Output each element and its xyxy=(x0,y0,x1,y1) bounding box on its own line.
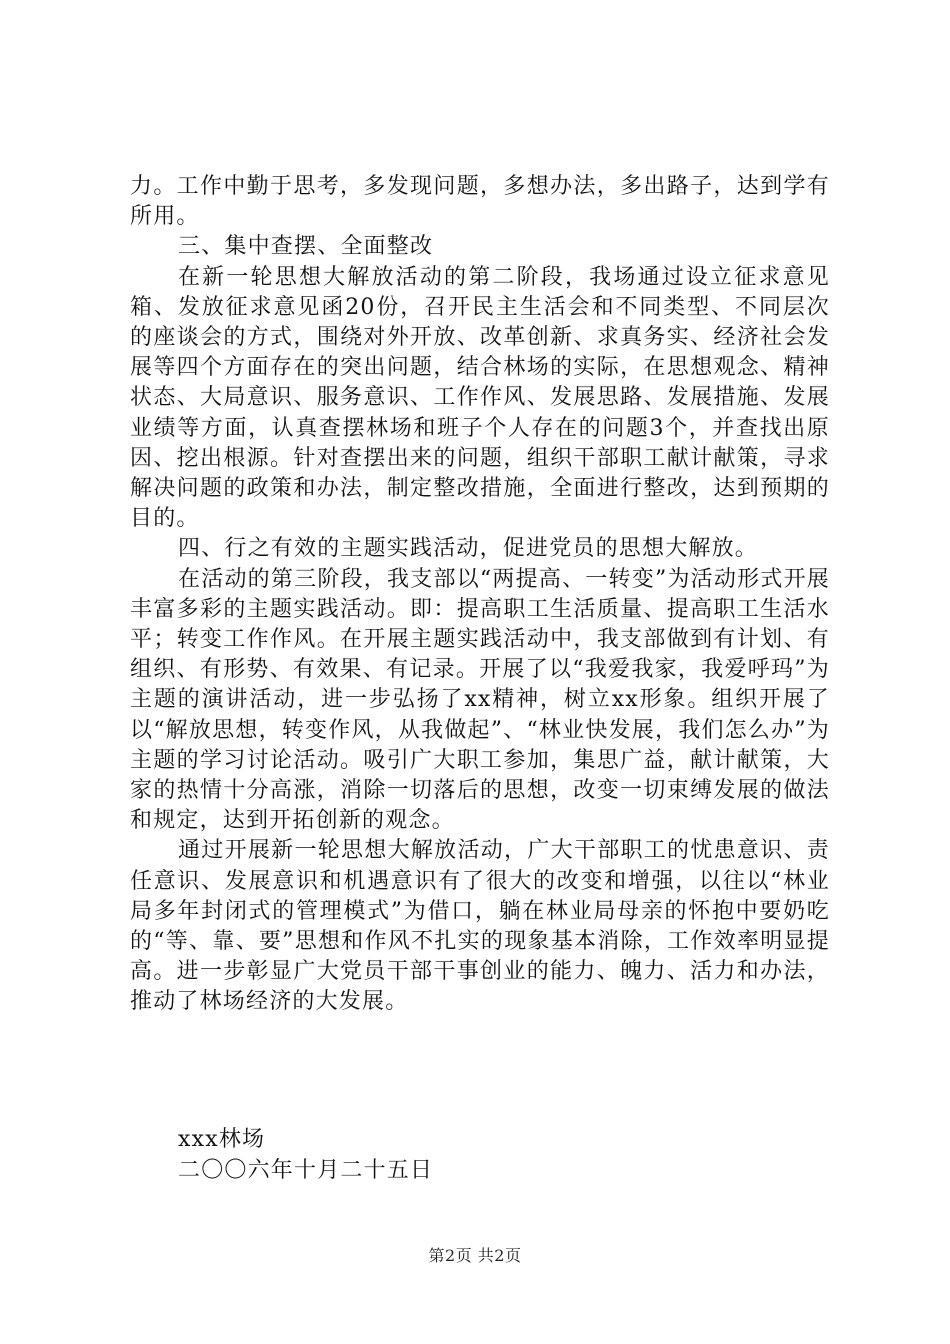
paragraph-practice-activities: 在活动的第三阶段，我支部以“两提高、一转变”为活动形式开展丰富多彩的主题实践活动。即：提高职工生活质量、提高职工生活水平；转变工作作风。在开展主题实践活动中，我支部做到有计划、有组织、有形势、有效果、有记录。开展了以“我爱我家，我爱呼玛”为主题的演讲活动，进一步弘扬了xx精神，树立xx形象。组织开展了以“解放思想，转变作风，从我做起”、“林业快发展，我们怎么办”为主题的学习讨论活动。吸引广大职工参加，集思广益，献计献策，大家的热情十分高涨，消除一切落后的思想，改变一切束缚发展的做法和规定，达到开拓创新的观念。 xyxy=(130,566,830,834)
paragraph-rectification: 在新一轮思想大解放活动的第二阶段，我场通过设立征求意见箱、发放征求意见函20份，召开民主生活会和不同类型、不同层次的座谈会的方式，围绕对外开放、改革创新、求真务实、经济社会发展等四个方面存在的突出问题，结合林场的实际，在思想观念、精神状态、大局意识、服务意识、工作作风、发展思路、发展措施、发展业绩等方面，认真查摆林场和班子个人存在的问题3个，并查找出原因、挖出根源。针对查摆出来的问题，组织干部职工献计献策，寻求解决问题的政策和办法，制定整改措施，全面进行整改，达到预期的目的。 xyxy=(130,264,830,532)
paragraph-continuation: 力。工作中勤于思考，多发现问题，多想办法，多出路子，达到学有所用。 xyxy=(130,174,830,230)
page-number-footer: 第2页 共2页 xyxy=(428,1246,522,1265)
paragraph-conclusion: 通过开展新一轮思想大解放活动，广大干部职工的忧患意识、责任意识、发展意识和机遇意识有了很大的改变和增强，以往以“林业局多年封闭式的管理模式”为借口，躺在林业局母亲的怀抱中要奶吃的“等、靠、要”思想和作风不扎实的现象基本消除，工作效率明显提高。进一步彰显广大党员干部干事创业的能力、魄力、活力和办法，推动了林场经济的大发展。 xyxy=(130,838,830,1015)
document-body xyxy=(130,172,830,1018)
signature-date: 二〇〇六年十月二十五日 xyxy=(178,1158,434,1183)
section-heading-3: 三、集中查摆、全面整改 xyxy=(178,234,434,260)
signature-organization: xxx林场 xyxy=(178,1127,266,1152)
section-heading-4: 四、行之有效的主题实践活动，促进党员的思想大解放。 xyxy=(178,536,759,562)
